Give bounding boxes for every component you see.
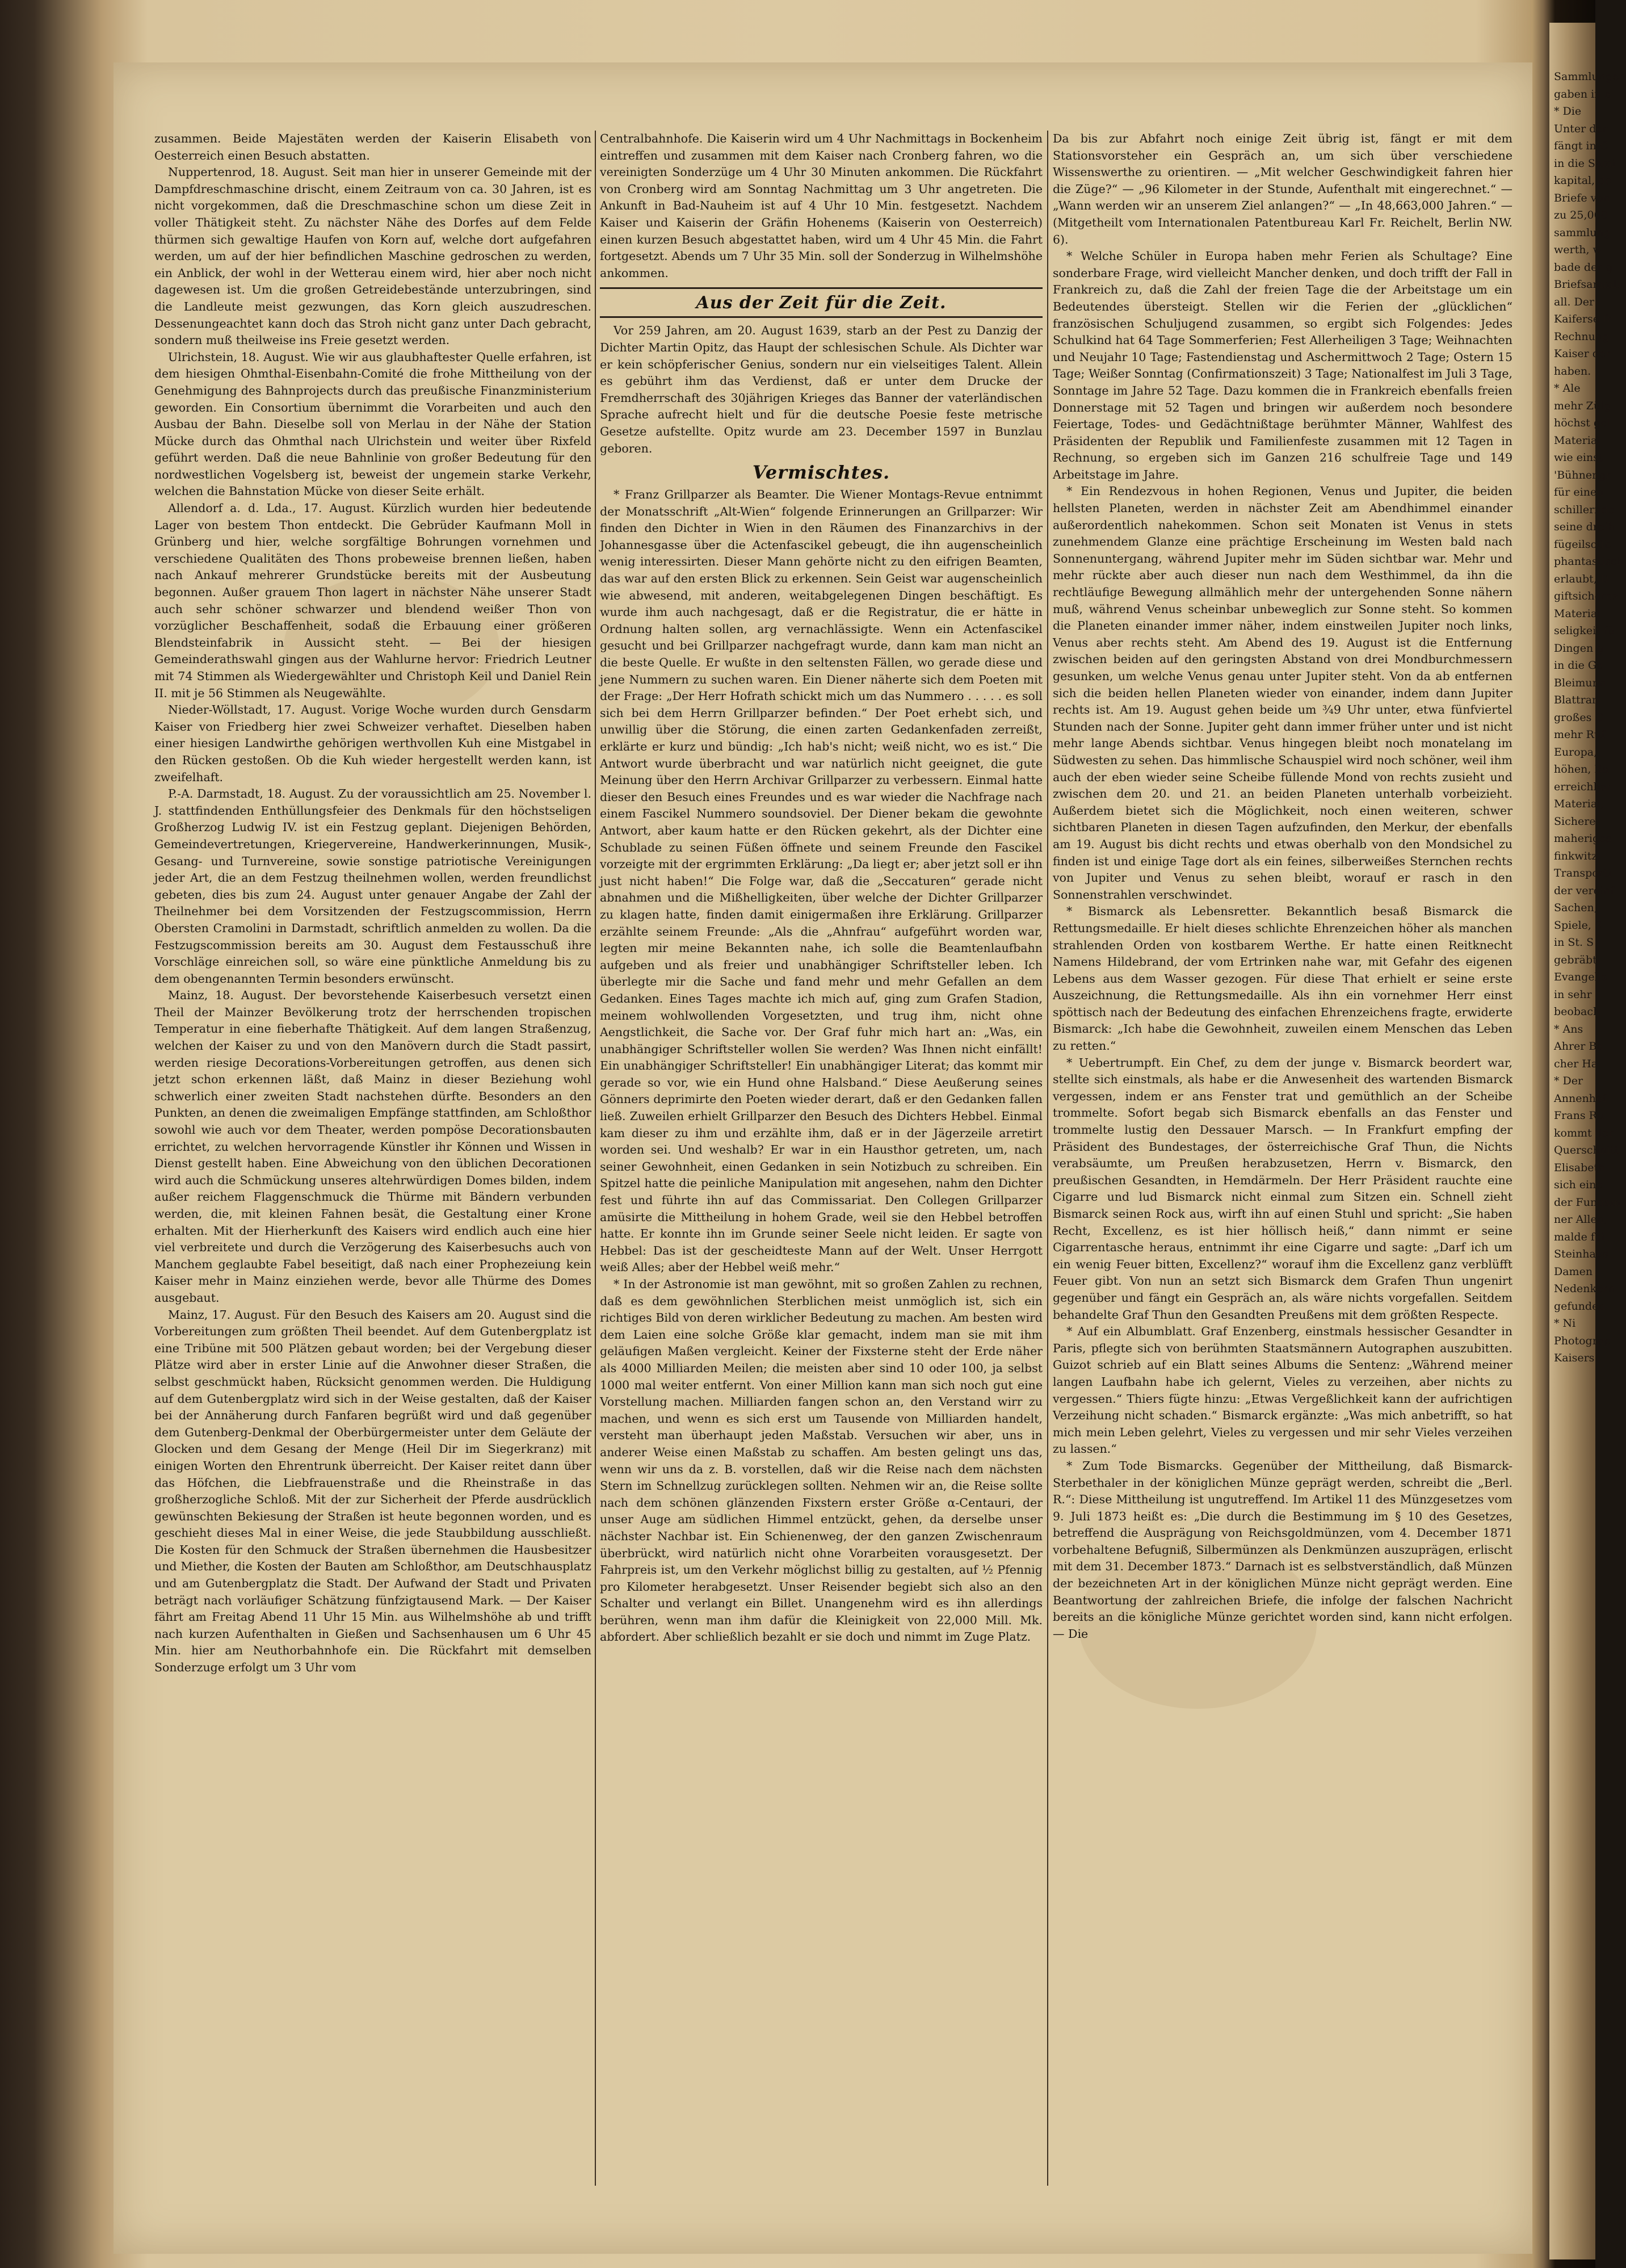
column-1: [154, 131, 591, 2191]
column-2: [600, 131, 1043, 2191]
article-paragraph: Vor 259 Jahren, am 20. August 1639, starb an der Pest zu Danzig der Dichter Martin Opitz, das Haupt der schlesischen Schule. Als Dichter war er kein schöpferischer Genius, sondern nur ein vielseitiges Talent. Allein es gebührt ihm das Verdienst, daß er unter dem Drucke der Fremdherrschaft des 30jährigen Krieges das Banner der vaterländischen Sprache aufrecht hielt und für die deutsche Poesie feste metrische Gesetze aufstellte. Opitz wurde am 23. December 1597 in Bunzlau geboren.: [600, 324, 1043, 455]
article-paragraph: * Franz Grillparzer als Beamter. Die Wiener Montags-Revue entnimmt der Monatsschrift „Alt-Wien“ folgende Erinnerungen an Grillparzer: Wir finden den Dichter in Wien in den Räumen des Finanzarchivs in der Johannesgasse über die Actenfascikel gebeugt, die ihn augenscheinlich wenig interessirten. Dieser Mann gehörte nicht zu den eifrigen Beamten, das war auf den ersten Blick zu erkennen. Sein Geist war augenscheinlich wie abwesend, mit anderen, weitabgelegenen Dingen beschäftigt. Es wurde ihm auch nachgesagt, daß er die Registratur, die er hätte in Ordnung halten sollen, arg vernachlässigte. Wenn ein Actenfascikel gesucht und bei Grillparzer nachgefragt wurde, dann kam man nicht an die beste Quelle. Er wußte in den seltensten Fällen, wo gerade diese und jene Nummern zu suchen waren. Ein Diener näherte sich dem Poeten mit der Frage: „Der Herr Hofrath schickt mich um das Nummero . . . . . es soll sich bei dem Herrn Grillparzer befinden.“ Der Poet erhebt sich, und unwillig über die Störung, die einen zarten Gedankenfaden zerreißt, erklärte er kurz und bündig: „Ich hab's nicht; weiß nicht, wo es ist.“ Die Antwort wurde überbracht und war natürlich nicht geeignet, die gute Meinung über den Herrn Archivar Grillparzer zu verbessern. Einmal hatte dieser den Besuch eines Freundes und es war wieder die Nachfrage nach einem Fascikel Nummero soundsoviel. Der Diener bekam die gewohnte Antwort, aber kaum hatte er den Rücken gekehrt, als der Dichter eine Schublade zu seinen Füßen öffnete und seinem Freunde den Fascikel vorzeigte mit der ergrimmten Erklärung: „Da liegt er; aber jetzt soll er ihn just nicht haben!“ Die Folge war, daß die „Seccaturen“ gerade nicht abnahmen und die Mißhelligkeiten, über welche der Dichter Grillparzer zu klagen hatte, finden damit einigermaßen ihre Erklärung. Grillparzer erzählte seinem Freunde: „Als die „Ahnfrau“ aufgeführt worden war, legten mir meine Bekannten nahe, ich solle die Beamtenlaufbahn aufgeben und als freier und unabhängiger Schriftsteller leben. Ich überlegte mir die Sache und fand mehr und mehr Gefallen an dem Gedanken. Eines Tages machte ich mich auf, ging zum Grafen Stadion, meinem wohlwollenden Vorgesetzten, und trug ihm, nicht ohne Aengstlichkeit, die Sache vor. Der Graf fuhr mich hart an: „Was, ein unabhängiger Schriftsteller wollen Sie werden? Was Ihnen nicht einfällt! Ein unabhängiger Schriftsteller! Ein unabhängiger Literat; das kommt mir gerade so vor, wie ein Hund ohne Halsband.“ Diese Aeußerung seines Gönners deprimirte den Poeten wieder derart, daß er den Gedanken fallen ließ. Zuweilen erhielt Grillparzer den Besuch des Dichters Hebbel. Einmal kam dieser zu ihm und erzählte ihm, daß er in der Jägerzeile arretirt worden sei. Und weshalb? Er war in ein Hausthor getreten, um, nach seiner Gewohnheit, einen Gedanken in sein Notizbuch zu schreiben. Ein Spitzel hatte die peinliche Manipulation mit angesehen, nahm den Dichter fest und führte ihn auf das Commissariat. Den Collegen Grillparzer amüsirte die Mittheilung in hohem Grade, weil sie den Hebbel betroffen hatte. Er konnte ihn im Grunde seiner Seele nicht leiden. Er sagte von Hebbel: Das ist der gescheidteste Mann auf der Welt. Unser Herrgott weiß Alles; aber der Hebbel weiß mehr.“: [600, 488, 1043, 1275]
article-paragraph: * Auf ein Albumblatt. Graf Enzenberg, einstmals hessischer Gesandter in Paris, pflegte sich von berühmten Staatsmännern Autographen auszubitten. Guizot schrieb auf ein Blatt seines Albums die Sentenz: „Während meiner langen Laufbahn habe ich gelernt, Vieles zu verzeihen, aber nichts zu vergessen.“ Thiers fügte hinzu: „Etwas Vergeßlichkeit kann der aufrichtigen Verzeihung nicht schaden.“ Bismarck ergänzte: „Was mich anbetrifft, so hat mich mein Leben gelehrt, Vieles zu vergessen und mir sehr Vieles verzeihen zu lassen.“: [1053, 1324, 1512, 1456]
section-title: Vermischtes.: [752, 462, 890, 484]
article-paragraph: Centralbahnhofe. Die Kaiserin wird um 4 Uhr Nachmittags in Bockenheim eintreffen und zusammen mit dem Kaiser nach Cronberg fahren, wo die vereinigten Sonderzüge um 4 Uhr 30 Minuten ankommen. Die Rückfahrt von Cronberg wird am Sonntag Nachmittag um 3 Uhr angetreten. Die Ankunft in Bad-Nauheim ist auf 4 Uhr 10 Min. festgesetzt. Nachdem Kaiser und Kaiserin der Gräfin Hohenems (Kaiserin von Oesterreich) einen kurzen Besuch abgestattet haben, wird um 4 Uhr 45 Min. die Fahrt fortgesetzt. Abends um 7 Uhr 35 Min. soll der Sonderzug in Wilhelmshöhe ankommen.: [600, 132, 1043, 280]
column-3: [1053, 131, 1512, 2191]
column-rule: [595, 131, 596, 2186]
adjacent-page-text: Sammlungen gaben in a * Die Unter der fängt in C in die Sami kapital, de Briefe von zu 25,000 sammlung werth, w bade der g Briefsammlu all. Der Kaiferse fr Rechnung Kaiser der haben. * Ale mehr Zülg höchst gel Material wie einst 'Bühnengr für einen schillernde seine dreih fügeilsoffe phantastisch erlaubt, D giftsicheres Material seligkeit fü Dingen g in die Ge Bleimunn Blattran großes G mehr Ruf Europa, höhen, Ba erreichbar Material, Sichere maheriges finkwitz Transporti der vereinf Sachen, Spiele, S in St. S gebräbt. Evangelis in sehr beobach * Ans Ahrer Ba cher Ha * Der Annenhof Frans Ru kommt der Querschnitt Elisabeth sich eine der Fundam ner Allen, malde fei Steinhaus Damen Nedenkern gefunden * Ni Photograp Kaisers: [1554, 70, 1626, 1364]
article-paragraph: P.-A. Darmstadt, 18. August. Zu der voraussichtlich am 25. November l. J. stattfindenden Enthüllungsfeier des Denkmals für den höchstseligen Großherzog Ludwig IV. ist ein Festzug geplant. Diejenigen Behörden, Gemeindevertretungen, Kriegervereine, Handwerkerinnungen, Musik-, Gesang- und Turnvereine, sowie sonstige patriotische Vereinigungen jeder Art, die an dem Festzug theilnehmen wollen, werden freundlichst gebeten, dies bis zum 24. August unter genauer Angabe der Zahl der Theilnehmer bei dem Vorsitzenden der Festzugscommission, Herrn Obersten Cramolini in Darmstadt, schriftlich anmelden zu wollen. Da die Festzugscommission bereits am 30. August dem Festausschuß ihre Vorschläge einreichen soll, so wäre eine pünktliche Anmeldung bis zu dem obengenannten Termin besonders erwünscht.: [154, 787, 591, 986]
section-title: Aus der Zeit für die Zeit.: [696, 293, 947, 313]
section-header-box: [600, 287, 1043, 318]
article-paragraph: * Ein Rendezvous in hohen Regionen, Venus und Jupiter, die beiden hellsten Planeten, werden in nächster Zeit am Abendhimmel einander außerordentlich nahekommen. Schon seit Monaten ist Venus in stets zunehmendem Glanze eine prächtige Erscheinung im Westen bald nach Sonnenuntergang, während Jupiter mehr im Süden sichtbar war. Mehr und mehr rückte aber auch dieser nun nach dem Westhimmel, da ihn die rechtläufige Bewegung allmählich mehr der untergehenden Sonne nähern muß, während Venus scheinbar unbeweglich zur Sonne steht. So kommen die Planeten einander immer näher, indem einstweilen Jupiter noch links, Venus aber rechts steht. Am Abend des 19. August ist die Entfernung zwischen beiden auf den geringsten Abstand von drei Mondburchmessern gesunken, um welche Venus genau unter Jupiter steht. Von da ab entfernen sich die beiden hellen Planeten wieder von einander, indem dann Jupiter rechts ist. Am 19. August gehen beide um ¾9 Uhr unter, etwa fünfviertel Stunden nach der Sonne. Jupiter geht dann immer früher unter und ist nicht mehr lange Abends sichtbar. Venus hingegen bleibt noch monatelang im Südwesten zu sehen. Das himmlische Schauspiel wird noch schöner, weil ihm auch der eben wieder seine Scheibe füllende Mond von rechts zusieht und zwischen dem 20. und 21. an beiden Planeten unterhalb vorbeizieht. Außerdem bietet sich die Möglichkeit, noch einen weiteren, schwer sichtbaren Planeten in diesen Tagen aufzufinden, den Merkur, der ebenfalls am 19. August bis dicht rechts und etwas oberhalb von den Mondsichel zu finden ist und einige Tage dort als ein feines, silberweißes Sternchen rechts von Jupiter und Venus zu sehen bleibt, worauf er rasch in den Sonnenstrahlen verschwindet.: [1053, 484, 1512, 902]
article-paragraph: * In der Astronomie ist man gewöhnt, mit so großen Zahlen zu rechnen, daß es dem gewöhnlichen Sterblichen meist unmöglich ist, sich ein richtiges Bild von deren wirklicher Bedeutung zu machen. Am besten wird dem Laien eine solche Größe klar gemacht, indem man sie mit ihm geläufigen Maßen vergleicht. Keiner der Fixsterne steht der Erde näher als 4000 Milliarden Meilen; die meisten aber sind 10 oder 100, ja selbst 1000 mal weiter entfernt. Von einer Million kann man sich noch gut eine Vorstellung machen. Milliarden fangen schon an, den Verstand wirr zu machen, und wenn es sich erst um Tausende von Milliarden handelt, versteht man überhaupt jeden Maßstab. Versuchen wir aber, uns in anderer Weise einen Maßstab zu schaffen. Am besten gelingt uns das, wenn wir uns da z. B. vorstellen, daß wir die Reise nach dem nächsten Stern im Schnellzug zurücklegen sollten. Nehmen wir an, die Reise sollte nach dem schönen glänzenden Fixstern erster Größe α-Centauri, der unser Auge am südlichen Himmel entzückt, gehen, da derselbe unser nächster Nachbar ist. Ein Schienenweg, der den ganzen Zwischenraum überbrückt, wird natürlich nicht ohne Vorarbeiten vorausgesetzt. Der Fahrpreis ist, um den Verkehr möglichst billig zu gestalten, auf ½ Pfennig pro Kilometer herabgesetzt. Unser Reisender begiebt sich also an den Schalter und verlangt ein Billet. Unangenehm wird es ihn allerdings berühren, wenn man ihm dafür die Kleinigkeit von 22,000 Mill. Mk. abfordert. Aber schließlich bezahlt er sie doch und nimmt im Zuge Platz.: [600, 1277, 1043, 1644]
article-paragraph: Da bis zur Abfahrt noch einige Zeit übrig ist, fängt er mit dem Stationsvorsteher ein Gespräch an, um sich über verschiedene Wissenswerthe zu orientiren. — „Mit welcher Geschwindigkeit fahren hier die Züge?“ — „96 Kilometer in der Stunde, Aufenthalt mit eingerechnet.“ — „Wann werden wir an unserem Ziel anlangen?“ — „In 48,663,000 Jahren.“ — (Mitgetheilt vom Internationalen Patentbureau Karl Fr. Reichelt, Berlin NW. 6).: [1053, 132, 1512, 246]
column-rule: [1047, 131, 1048, 2186]
article-paragraph: Nieder-Wöllstadt, 17. August. Vorige Woche wurden durch Gensdarm Kaiser von Friedberg hier zwei Schweizer verhaftet. Dieselben haben einer hiesigen Landwirthe gehörigen werthvollen Kuh eine Mistgabel in den Rücken gestoßen. Ob die Kuh wieder hergestellt werden kann, ist zweifelhaft.: [154, 703, 591, 784]
article-paragraph: Mainz, 18. August. Der bevorstehende Kaiserbesuch versetzt einen Theil der Mainzer Bevölkerung trotz der herrschenden tropischen Temperatur in eine fieberhafte Thätigkeit. Auf dem langen Straßenzug, welchen der Kaiser zu und von den Manövern durch die Stadt passirt, werden riesige Decorations-Vorbereitungen getroffen, aus denen sich jetzt schon erkennen läßt, daß Mainz in dieser Beziehung wohl schwerlich einer zweiten Stadt nachstehen dürfte. Besonders an den Punkten, an denen die zweimaligen Empfänge stattfinden, am Schloßthor sowohl wie auch vor dem Theater, werden pompöse Decorationsbauten errichtet, zu welchen hervorragende Künstler ihr Können und Wissen in Dienst gestellt haben. Eine Abweichung von den üblichen Decorationen wird auch die Schmückung unseres altehrwürdigen Domes bilden, indem außer reichem Flaggenschmuck die Thürme mit Bändern verbunden werden, die, mit kleinen Fahnen besät, die Gestaltung einer Krone erhalten. Mit der Hierherkunft des Kaisers wird endlich auch eine hier viel verbreitete und durch die Verzögerung des Kaiserbesuchs auch von Manchem geglaubte Fabel beseitigt, daß nach einer Prophezeiung kein Kaiser mehr in Mainz einziehen werde, bevor alle Thürme des Domes ausgebaut.: [154, 988, 591, 1305]
article-paragraph: * Welche Schüler in Europa haben mehr Ferien als Schultage? Eine sonderbare Frage, wird vielleicht Mancher denken, und doch trifft der Fall in Frankreich zu, daß die Zahl der freien Tage die der Arbeitstage um ein Bedeutendes übersteigt. Stellen wir die Ferien der „glücklichen“ französischen Schuljugend zusammen, so ergibt sich Folgendes: Jedes Schulkind hat 64 Tage Sommerferien; Fest Allerheiligen 3 Tage; Weihnachten und Neujahr 10 Tage; Fastendienstag und Aschermittwoch 2 Tage; Ostern 15 Tage; Weißer Sonntag (Confirmationszeit) 3 Tage; Nationalfest im Juli 3 Tage, Sonntage im Jahre 52 Tage. Dazu kommen die in Frankreich ebenfalls freien Donnerstage mit 52 Tagen und bringen wir außerdem noch besondere Feiertage, Todes- und Gedächtnißtage berühmter Männer, Wahlfest des Präsidenten der Republik und Familienfeste zusammen mit 12 Tagen in Rechnung, so ergeben sich im Ganzen 216 schulfreie Tage und 149 Arbeitstage im Jahre.: [1053, 249, 1512, 481]
article-paragraph: * Zum Tode Bismarcks. Gegenüber der Mittheilung, daß Bismarck-Sterbethaler in der königlichen Münze geprägt werden, schreibt die „Berl. R.“: Diese Mittheilung ist ungutreffend. Im Artikel 11 des Münzgesetzes vom 9. Juli 1873 heißt es: „Die durch die Bestimmung im § 10 des Gesetzes, betreffend die Ausprägung von Reichsgoldmünzen, vom 4. December 1871 vorbehaltene Befugniß, Silbermünzen als Denkmünzen auszuprägen, erlischt mit dem 31. December 1873.“ Darnach ist es selbstverständlich, daß Münzen der bezeichneten Art in der königlichen Münze nicht geprägt werden. Eine Beantwortung der zahlreichen Briefe, die infolge der falschen Nachricht bereits an die königliche Münze gerichtet worden sind, kann nicht erfolgen. — Die: [1053, 1458, 1512, 1641]
adjacent-page-edge: [1549, 23, 1626, 2259]
article-paragraph: zusammen. Beide Majestäten werden der Kaiserin Elisabeth von Oesterreich einen Besuch abstatten.: [154, 132, 591, 162]
article-paragraph: * Uebertrumpft. Ein Chef, zu dem der junge v. Bismarck beordert war, stellte sich einstmals, als habe er die Anwesenheit des wartenden Bismarck vergessen, indem er ans Fenster trat und gemüthlich an der Scheibe trommelte. Sofort begab sich Bismarck ebenfalls an das Fenster und trommelte lustig den Dessauer Marsch. — In Frankfurt empfing der Präsident des Bundestages, der österreichische Graf Thun, die Nichts verabsäumte, um Preußen herabzusetzen, Herrn v. Bismarck, den preußischen Gesandten, in Hemdärmeln. Der Herr Präsident rauchte eine Cigarre und lud Bismarck nicht einmal zum Sitzen ein. Schnell zieht Bismarck seinen Rock aus, wirft ihn auf einen Stuhl und spricht: „Sie haben Recht, Excellenz, es ist hier höllisch heiß,“ dann nimmt er seine Cigarrentasche heraus, entnimmt ihr eine Cigarre und sagte: „Darf ich um ein wenig Feuer bitten, Excellenz?“ worauf ihm die Excellenz ganz verblüfft Feuer gibt. Von nun an setzt sich Bismarck dem Grafen Thun ungenirt gegenüber und fängt ein Gespräch an, als wäre nichts vorgefallen. Seitdem behandelte Graf Thun den Gesandten Preußens mit dem größten Respecte.: [1053, 1055, 1512, 1322]
article-paragraph: Nuppertenrod, 18. August. Seit man hier in unserer Gemeinde mit der Dampfdreschmaschine drischt, einem Zeitraum von ca. 30 Jahren, ist es nicht vorgekommen, daß die Dreschmaschine schon um diese Zeit in voller Thätigkeit steht. Zu nächster Nähe des Dorfes auf dem Felde thürmen sich gewaltige Haufen von Korn auf, welche dort aufgefahren werden, um auf der hier befindlichen Maschine gedroschen zu werden, ein Anblick, der wohl in der Wetterau einem wird, hier aber noch nicht dagewesen ist. Um die großen Getreidebestände unterzubringen, sind die Landleute meist gezwungen, das Korn gleich auszudreschen. Dessenungeachtet kann doch das Stroh nicht ganz unter Dach gebracht, sondern muß theilweise ins Freie gesetzt werden.: [154, 165, 591, 347]
article-paragraph: * Bismarck als Lebensretter. Bekanntlich besaß Bismarck die Rettungsmedaille. Er hielt dieses schlichte Ehrenzeichen höher als manchen strahlenden Orden von kostbarem Werthe. Er hatte einen Reitknecht Namens Hildebrand, der vom Ertrinken nahe war, mit Gefahr des eigenen Lebens aus dem Wasser gezogen. Für diese That erhielt er seine erste Auszeichnung, die Rettungsmedaille. Als ihn ein vornehmer Herr einst spöttisch nach der Bedeutung des einfachen Ehrenzeichens fragte, erwiderte Bismarck: „Ich habe die Gewohnheit, zuweilen einem Menschen das Leben zu retten.“: [1053, 904, 1512, 1053]
article-paragraph: Ulrichstein, 18. August. Wie wir aus glaubhaftester Quelle erfahren, ist dem hiesigen Ohmthal-Eisenbahn-Comité die frohe Mittheilung von der Genehmigung des Bahnprojects durch das preußische Finanzministerium geworden. Ein Consortium übernimmt die Vorarbeiten und auch den Ausbau der Bahn. Dieselbe soll von Merlau in der Nähe der Station Mücke durch das Ohmthal nach Ulrichstein und weiter über Rixfeld geführt werden. Daß die neue Bahnlinie von großer Bedeutung für den nordwestlichen Vogelsberg ist, beweist der ungemein starke Verkehr, welchen die Bahnstation Mücke von dieser Seite erhält.: [154, 350, 591, 498]
article-paragraph: Mainz, 17. August. Für den Besuch des Kaisers am 20. August sind die Vorbereitungen zum größten Theil beendet. Auf dem Gutenbergplatz ist eine Tribüne mit 500 Plätzen gebaut worden; bei der Vergebung dieser Plätze wird aber in erster Linie auf die Anwohner dieser Straßen, die selbst geschmückt haben, Rücksicht genommen werden. Die Huldigung auf dem Gutenbergplatz wird sich in der Weise gestalten, daß der Kaiser bei der Annäherung durch Fanfaren begrüßt wird und daß gegenüber dem Gutenberg-Denkmal der Oberbürgermeister unter dem Geläute der Glocken und dem Gesang der Menge (Heil Dir im Siegerkranz) mit einigen Worten den Ehrentrunk überreicht. Der Kaiser reitet dann über das Höfchen, die Liebfrauenstraße und die Rheinstraße in das großherzogliche Schloß. Mit der zur Sicherheit der Pferde ausdrücklich gewünschten Bekiesung der Straßen ist heute begonnen worden, und es geschieht dieses Mal in einer Weise, die jede Staubbildung ausschließt. Die Kosten für den Schmuck der Straßen übernehmen die Hausbesitzer und Miether, die Kosten der Bauten am Schloßthor, am Deutschhausplatz und am Gutenbergplatz die Stadt. Der Aufwand der Stadt und Privaten beträgt nach vorläufiger Schätzung fünfzigtausend Mark. — Der Kaiser fährt am Freitag Abend 11 Uhr 15 Min. aus Wilhelmshöhe ab und trifft nach kurzen Aufenthalten in Gießen und Sachsenhausen um 6 Uhr 45 Min. hier am Neuthorbahnhofe ein. Die Rückfahrt mit demselben Sonderzuge erfolgt um 3 Uhr vom: [154, 1307, 591, 1675]
article-paragraph: Allendorf a. d. Lda., 17. August. Kürzlich wurden hier bedeutende Lager von bestem Thon entdeckt. Die Gebrüder Kaufmann Moll in Grünberg und hier, welche sorgfältige Bohrungen vornehmen und verschiedene Qualitäten des Thons probeweise brennen ließen, haben nach Ankauf mehrerer Grundstücke bereits mit der Ausbeutung begonnen. Außer grauem Thon lagert in nächster Nähe unserer Stadt auch sehr schöner schwarzer und blendend weißer Thon von vorzüglicher Beschaffenheit, sodaß die Erbauung einer größeren Blendsteinfabrik in Aussicht steht. — Bei der hiesigen Gemeinderathswahl gingen aus der Wahlurne hervor: Friedrich Leutner mit 74 Stimmen als Wiedergewählter und Christoph Keil und Daniel Rein II. mit je 56 Stimmen als Neugewählte.: [154, 501, 591, 700]
